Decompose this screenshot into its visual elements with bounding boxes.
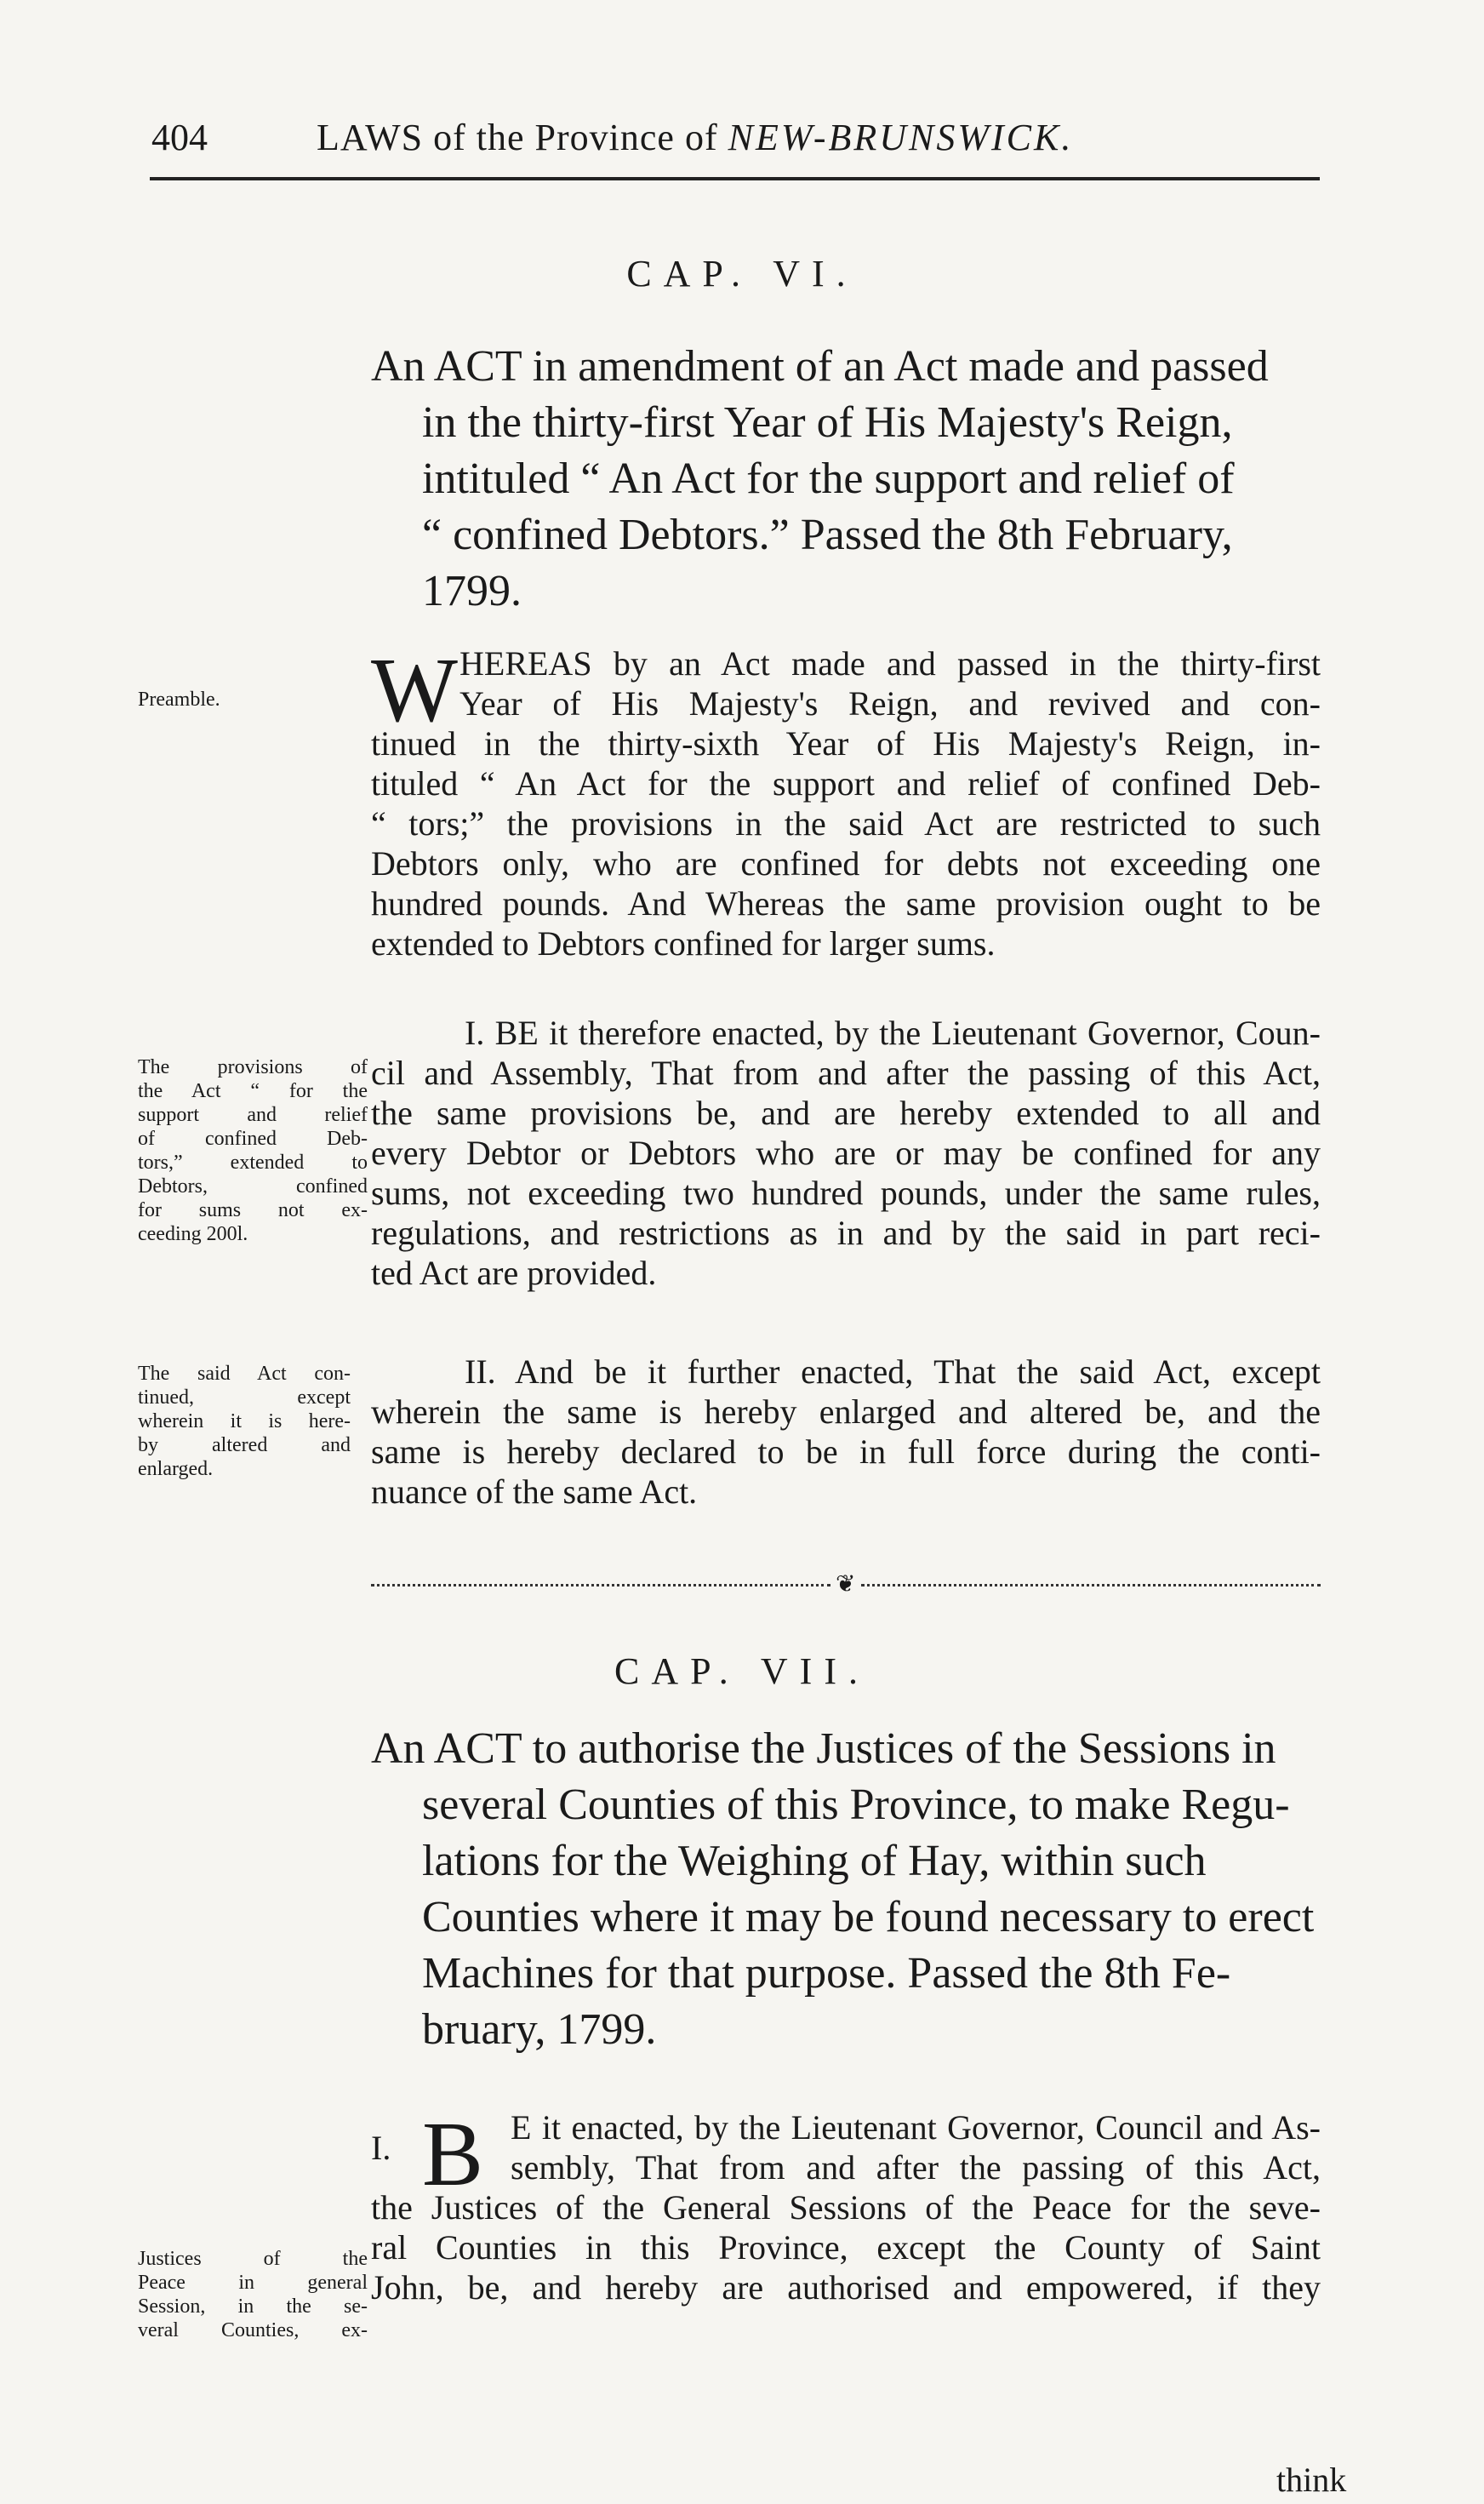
act-title-line: bruary, 1799. bbox=[422, 2005, 657, 2054]
margin-note-line: tors,” extended to bbox=[138, 1152, 368, 1174]
act-title-line: An ACT in amendment of an Act made and passed bbox=[371, 342, 1269, 391]
body-line: extended to Debtors confined for larger sums. bbox=[371, 924, 996, 963]
margin-note-line: Preamble. bbox=[138, 689, 220, 711]
body-line: every Debtor or Debtors who are or may be confined for any bbox=[371, 1134, 1321, 1172]
act-title-line: lations for the Weighing of Hay, within such bbox=[422, 1837, 1207, 1885]
margin-note-line: for sums not ex- bbox=[138, 1199, 368, 1221]
running-title bbox=[317, 116, 1073, 159]
running-title-prefix: LAWS of the Province of bbox=[317, 117, 718, 158]
body-line: Year of His Majesty's Reign, and revived and con- bbox=[459, 684, 1321, 723]
body-line: the Justices of the General Sessions of the Peace for the seve- bbox=[371, 2188, 1321, 2227]
act-title-cap-vi bbox=[371, 339, 1321, 620]
body-line: E it enacted, by the Lieutenant Governor, Council and As- bbox=[511, 2108, 1321, 2147]
margin-note-section-2 bbox=[138, 1362, 351, 1481]
margin-note-line: the Act “ for the bbox=[138, 1080, 368, 1102]
margin-note-line: Session, in the se- bbox=[138, 2295, 368, 2318]
margin-note-line: tinued, except bbox=[138, 1386, 351, 1409]
page-number: 404 bbox=[151, 117, 208, 158]
margin-note-line: by altered and bbox=[138, 1434, 351, 1456]
running-title-province: NEW-BRUNSWICK. bbox=[728, 117, 1074, 158]
body-line: “ tors;” the provisions in the said Act are restricted to such bbox=[371, 804, 1321, 843]
drop-cap-w: W bbox=[371, 640, 458, 741]
catchword: think bbox=[1276, 2461, 1347, 2499]
section-2-paragraph bbox=[371, 1352, 1321, 1512]
margin-note-line: enlarged. bbox=[138, 1458, 214, 1480]
body-line: II. And be it further enacted, That the said Act, except bbox=[465, 1352, 1321, 1391]
margin-note-line: Peace in general bbox=[138, 2272, 368, 2294]
act-title-line: intituled “ An Act for the support and relief of bbox=[422, 454, 1235, 503]
body-line: nuance of the same Act. bbox=[371, 1472, 698, 1511]
margin-note-preamble bbox=[138, 688, 248, 712]
body-line: HEREAS by an Act made and passed in the thirty-first bbox=[459, 644, 1321, 683]
margin-note-line: Justices of the bbox=[138, 2248, 368, 2270]
act-title-line: Counties where it may be found necessary to erect bbox=[422, 1893, 1315, 1941]
margin-note-section-1 bbox=[138, 1055, 368, 1246]
act-title-line: An ACT to authorise the Justices of the Sessions in bbox=[371, 1724, 1276, 1773]
act-title-line: “ confined Debtors.” Passed the 8th February, bbox=[422, 511, 1233, 559]
body-line: ted Act are provided. bbox=[371, 1254, 657, 1292]
margin-note-line: veral Counties, ex- bbox=[138, 2319, 368, 2341]
margin-note-line: The provisions of bbox=[138, 1056, 368, 1078]
act-title-line: in the thirty-first Year of His Majesty's Reign, bbox=[422, 398, 1233, 447]
body-line: cil and Assembly, That from and after the passing of this Act, bbox=[371, 1054, 1321, 1092]
body-line: wherein the same is hereby enlarged and altered be, and the bbox=[371, 1392, 1321, 1431]
body-line: sembly, That from and after the passing of this Act, bbox=[511, 2148, 1321, 2187]
act-title-line: several Counties of this Province, to make Regu- bbox=[422, 1781, 1290, 1829]
header-rule bbox=[150, 177, 1320, 180]
body-line: the same provisions be, and are hereby extended to all and bbox=[371, 1094, 1321, 1132]
act-title-cap-vii bbox=[371, 1721, 1321, 2058]
drop-cap-b: B bbox=[422, 2104, 484, 2205]
margin-note-line: of confined Deb- bbox=[138, 1128, 368, 1150]
fleuron-icon: ❦ bbox=[836, 1571, 856, 1598]
margin-note-line: The said Act con- bbox=[138, 1363, 351, 1385]
margin-note-line: ceeding 200l. bbox=[138, 1223, 248, 1245]
act-title-line: Machines for that purpose. Passed the 8th Fe- bbox=[422, 1949, 1231, 1998]
body-line: same is hereby declared to be in full force during the conti- bbox=[371, 1432, 1321, 1471]
body-line: ral Counties in this Province, except the County of Saint bbox=[371, 2228, 1321, 2267]
divider-rule-right bbox=[861, 1584, 1321, 1586]
margin-note-line: wherein it is here- bbox=[138, 1410, 351, 1432]
margin-note-cap-vii-section-1 bbox=[138, 2247, 368, 2342]
body-line: sums, not exceeding two hundred pounds, under the same rules, bbox=[371, 1174, 1321, 1212]
chapter-heading-vii: CAP. VII. bbox=[614, 1650, 870, 1692]
divider-rule-left bbox=[371, 1584, 830, 1586]
cap-vii-section-1-paragraph bbox=[371, 2104, 1321, 2307]
preamble-paragraph bbox=[371, 640, 1321, 963]
section-1-paragraph bbox=[371, 1013, 1321, 1293]
body-line: I. BE it therefore enacted, by the Lieutenant Governor, Coun- bbox=[465, 1014, 1321, 1052]
body-line: tinued in the thirty-sixth Year of His Majesty's Reign, in- bbox=[371, 724, 1321, 763]
body-line: hundred pounds. And Whereas the same provision ought to be bbox=[371, 884, 1321, 923]
body-line: Debtors only, who are confined for debts not exceeding one bbox=[371, 844, 1321, 883]
body-line: regulations, and restrictions as in and by the said in part reci- bbox=[371, 1214, 1321, 1252]
act-title-line: 1799. bbox=[422, 567, 522, 615]
margin-note-line: support and relief bbox=[138, 1104, 368, 1126]
body-line: John, be, and hereby are authorised and empowered, if they bbox=[371, 2268, 1321, 2307]
margin-note-line: Debtors, confined bbox=[138, 1175, 368, 1198]
chapter-heading-vi: CAP. VI. bbox=[626, 253, 858, 294]
body-line: tituled “ An Act for the support and relief of confined Deb- bbox=[371, 764, 1321, 803]
section-numeral: I. bbox=[371, 2129, 391, 2167]
ornamental-divider bbox=[371, 1571, 1321, 1598]
